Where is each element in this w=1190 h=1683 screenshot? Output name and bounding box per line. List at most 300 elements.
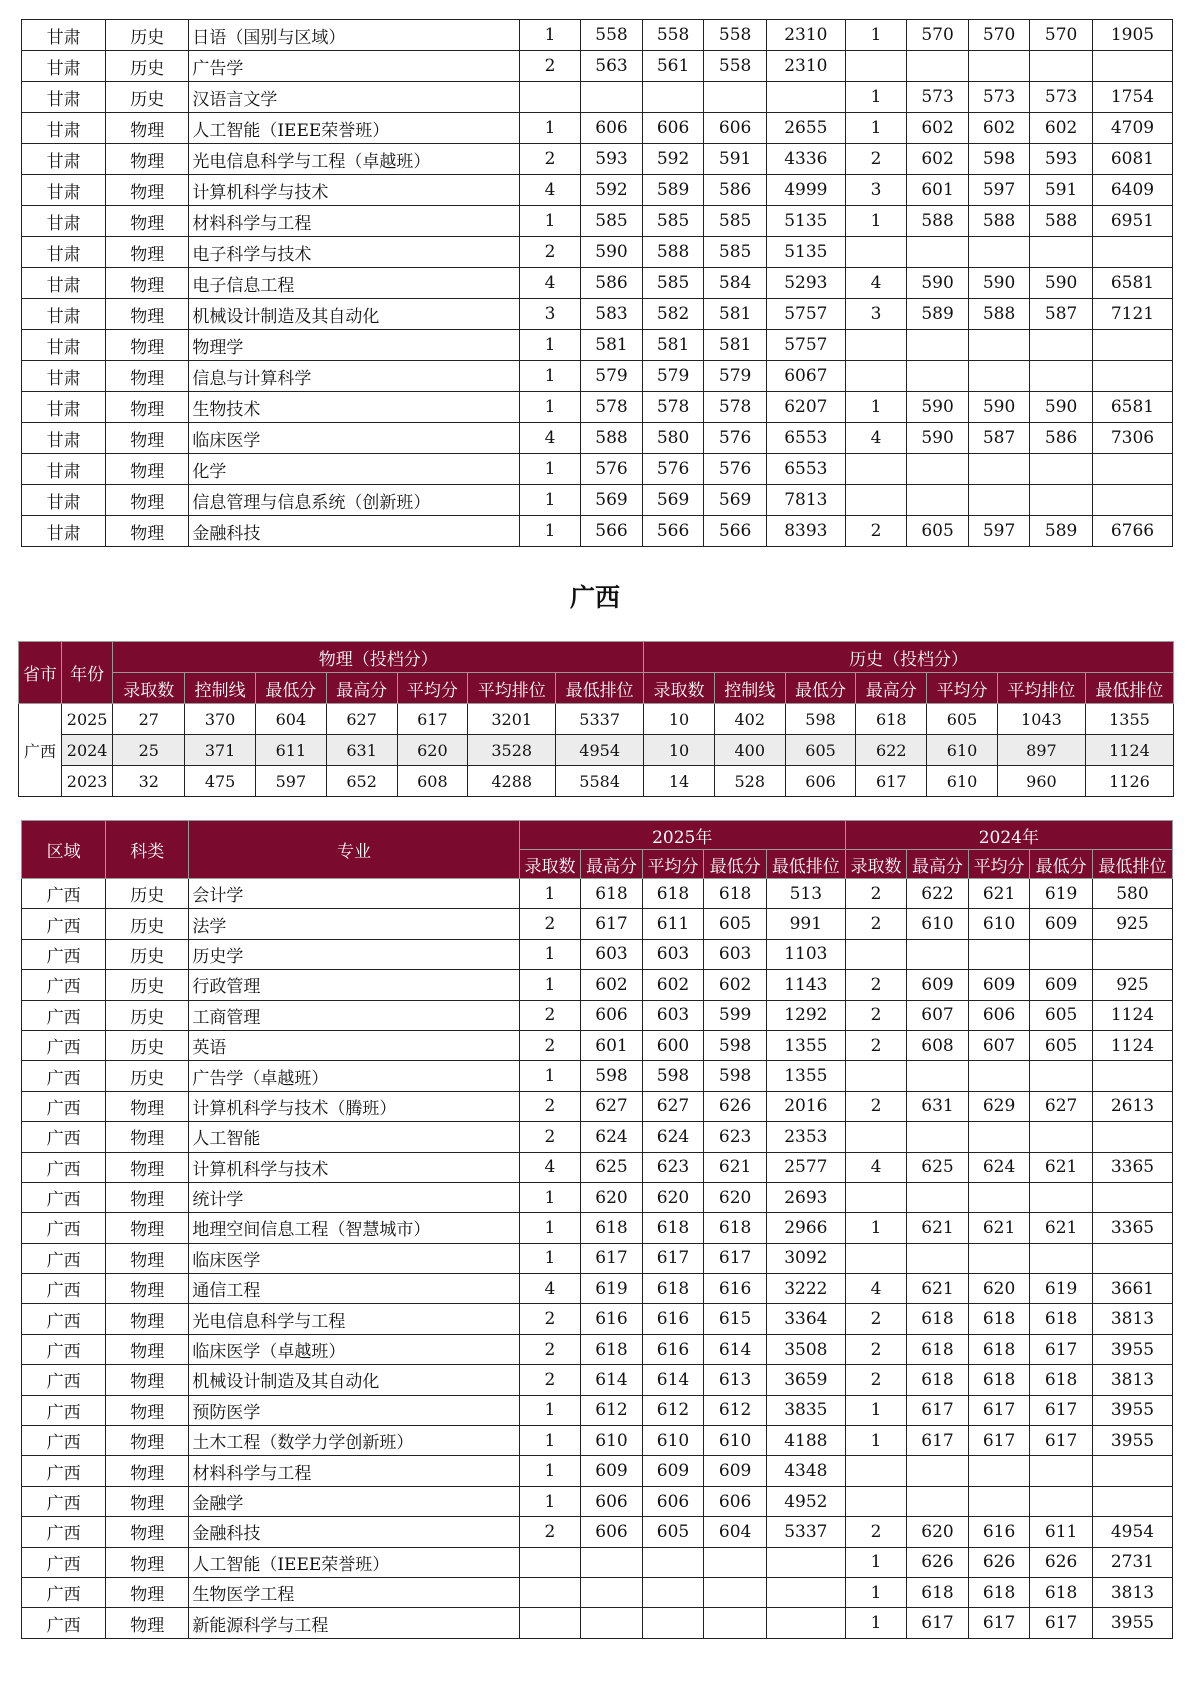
table-row [22, 1091, 1173, 1121]
table-cell: 605 [1030, 1000, 1093, 1030]
table-cell: 585 [642, 268, 704, 299]
table-cell [1092, 1122, 1172, 1152]
table-cell: 618 [642, 1274, 704, 1304]
table-cell [968, 361, 1030, 392]
table-cell: 1 [519, 330, 581, 361]
table-cell: 14 [644, 766, 715, 797]
table-cell [845, 1486, 907, 1516]
table-cell: 新能源科学与工程 [189, 1608, 519, 1638]
table-cell: 579 [581, 361, 643, 392]
table-cell [704, 82, 767, 113]
table-cell [845, 939, 907, 969]
table-cell: 618 [968, 1577, 1030, 1607]
table-cell: 广西 [22, 1334, 106, 1364]
column-header: 最高分 [856, 673, 927, 704]
table-cell: 619 [1030, 879, 1093, 909]
table-cell: 临床医学 [189, 423, 519, 454]
column-header: 最低排位 [556, 673, 644, 704]
table-cell: 2 [845, 1517, 907, 1547]
table-cell: 610 [581, 1426, 643, 1456]
table-cell: 6766 [1092, 516, 1172, 547]
table-cell: 1126 [1085, 766, 1173, 797]
table-cell: 612 [642, 1395, 704, 1425]
column-header: 最低分 [255, 673, 326, 704]
table-cell [845, 485, 907, 516]
table-row [22, 1274, 1173, 1304]
table-cell: 581 [642, 330, 704, 361]
table-cell: 甘肃 [22, 144, 106, 175]
table-cell: 626 [907, 1547, 969, 1577]
table-cell: 627 [1030, 1091, 1093, 1121]
table-cell: 地理空间信息工程（智慧城市） [189, 1213, 519, 1243]
table-cell: 587 [1030, 299, 1093, 330]
table-cell: 606 [581, 1486, 643, 1516]
table-cell: 7306 [1092, 423, 1172, 454]
table-row [22, 1334, 1173, 1364]
table-cell: 611 [1030, 1517, 1093, 1547]
header-category: 科类 [106, 821, 189, 879]
table-cell: 物理 [106, 175, 189, 206]
table-cell: 609 [1030, 909, 1093, 939]
header-year-2024: 2024年 [845, 821, 1172, 850]
table-cell: 566 [581, 516, 643, 547]
table-cell: 599 [704, 1000, 767, 1030]
table-cell: 1754 [1092, 82, 1172, 113]
table-cell: 2353 [766, 1122, 845, 1152]
table-row [22, 1608, 1173, 1638]
table-cell: 物理 [106, 1152, 189, 1182]
table-cell: 历史 [106, 1030, 189, 1060]
table-row [22, 1365, 1173, 1395]
table-cell: 广西 [22, 1577, 106, 1607]
table-cell: 625 [907, 1152, 969, 1182]
table-cell: 物理 [106, 237, 189, 268]
table-row [22, 361, 1173, 392]
table-cell: 610 [927, 735, 998, 766]
table-cell: 606 [968, 1000, 1030, 1030]
table-row [22, 970, 1173, 1000]
column-header: 平均分 [968, 850, 1030, 879]
table-cell: 1 [519, 516, 581, 547]
table-cell: 2731 [1092, 1547, 1172, 1577]
table-cell: 617 [856, 766, 927, 797]
table-cell: 603 [642, 1000, 704, 1030]
table-cell: 586 [581, 268, 643, 299]
table-cell: 610 [642, 1426, 704, 1456]
table-cell [845, 1122, 907, 1152]
table-cell: 历史 [106, 1061, 189, 1091]
table-cell: 617 [968, 1426, 1030, 1456]
table-cell: 609 [907, 970, 969, 1000]
table-row [22, 113, 1173, 144]
table-cell: 2 [845, 516, 907, 547]
table-cell: 历史学 [189, 939, 519, 969]
table-cell: 广西 [22, 1608, 106, 1638]
table-cell: 2 [519, 1304, 581, 1334]
table-cell [907, 51, 969, 82]
table-cell: 611 [255, 735, 326, 766]
table-row [22, 1517, 1173, 1547]
table-cell [1030, 330, 1093, 361]
table-cell: 602 [968, 113, 1030, 144]
table-cell: 617 [907, 1426, 969, 1456]
table-row [22, 909, 1173, 939]
table-cell [766, 82, 845, 113]
table-cell: 620 [968, 1274, 1030, 1304]
table-cell [845, 361, 907, 392]
table-cell [1030, 361, 1093, 392]
table-cell: 法学 [189, 909, 519, 939]
table-cell: 610 [927, 766, 998, 797]
table-row [22, 879, 1173, 909]
table-cell: 606 [785, 766, 856, 797]
column-header: 录取数 [519, 850, 581, 879]
table-cell: 528 [714, 766, 785, 797]
table-cell: 609 [968, 970, 1030, 1000]
table-cell [907, 361, 969, 392]
table-cell: 3201 [468, 704, 556, 735]
table-cell: 631 [326, 735, 397, 766]
table-cell: 广西 [22, 1091, 106, 1121]
table-cell: 2016 [766, 1091, 845, 1121]
table-cell: 1 [519, 939, 581, 969]
table-cell: 2 [845, 1304, 907, 1334]
table-cell: 1 [845, 82, 907, 113]
table-cell: 2 [519, 1000, 581, 1030]
table-cell: 4348 [766, 1456, 845, 1486]
table-cell: 会计学 [189, 879, 519, 909]
table-cell: 1 [519, 1395, 581, 1425]
table-cell: 576 [581, 454, 643, 485]
table-cell [845, 1061, 907, 1091]
table-cell: 物理 [106, 330, 189, 361]
table-cell: 598 [968, 144, 1030, 175]
table-row [22, 1182, 1173, 1212]
table-cell: 618 [581, 1334, 643, 1364]
table-cell: 机械设计制造及其自动化 [189, 1365, 519, 1395]
table-cell: 物理 [106, 1304, 189, 1334]
table-cell: 2 [845, 909, 907, 939]
table-cell: 585 [704, 206, 767, 237]
table-cell: 3955 [1092, 1608, 1172, 1638]
table-cell: 1 [519, 1061, 581, 1091]
table-cell: 629 [968, 1091, 1030, 1121]
table-cell: 602 [581, 970, 643, 1000]
table-cell: 3661 [1092, 1274, 1172, 1304]
table-cell: 617 [907, 1395, 969, 1425]
table-cell: 563 [581, 51, 643, 82]
table-cell: 578 [704, 392, 767, 423]
table-cell: 3813 [1092, 1304, 1172, 1334]
table-cell: 622 [907, 879, 969, 909]
header-year: 年份 [61, 642, 112, 704]
table-cell: 4 [519, 423, 581, 454]
table-cell: 物理 [106, 1365, 189, 1395]
table-cell [907, 1243, 969, 1273]
table-cell: 1 [519, 1486, 581, 1516]
table-cell: 618 [968, 1304, 1030, 1334]
table-cell: 光电信息科学与工程 [189, 1304, 519, 1334]
table-cell: 590 [1030, 268, 1093, 299]
table-cell: 物理 [106, 1608, 189, 1638]
table-row [22, 485, 1173, 516]
table-cell: 6581 [1092, 392, 1172, 423]
table-cell: 2 [519, 1030, 581, 1060]
table-cell: 606 [581, 113, 643, 144]
table-cell: 609 [704, 1456, 767, 1486]
table-cell: 583 [581, 299, 643, 330]
table-cell: 5135 [766, 237, 845, 268]
table-cell: 2693 [766, 1182, 845, 1212]
table-cell: 618 [581, 1213, 643, 1243]
table-cell: 4188 [766, 1426, 845, 1456]
table-cell: 621 [907, 1213, 969, 1243]
table-cell: 金融科技 [189, 1517, 519, 1547]
table-cell: 598 [642, 1061, 704, 1091]
table-cell: 589 [907, 299, 969, 330]
table-cell: 597 [255, 766, 326, 797]
table-cell: 物理 [106, 206, 189, 237]
table-cell: 605 [907, 516, 969, 547]
table-cell [642, 1547, 704, 1577]
table-cell: 物理 [106, 361, 189, 392]
table-cell: 570 [907, 20, 969, 51]
table-cell: 897 [997, 735, 1085, 766]
table-cell: 甘肃 [22, 82, 106, 113]
table-cell: 物理 [106, 1395, 189, 1425]
table-cell: 588 [642, 237, 704, 268]
column-header: 最低分 [1030, 850, 1093, 879]
table-cell: 3508 [766, 1334, 845, 1364]
table-cell [907, 1061, 969, 1091]
table-cell: 广西 [22, 1395, 106, 1425]
table-row [22, 1213, 1173, 1243]
table-cell: 609 [1030, 970, 1093, 1000]
table-cell: 历史 [106, 879, 189, 909]
table-cell: 工商管理 [189, 1000, 519, 1030]
table-cell: 1043 [997, 704, 1085, 735]
table-cell: 618 [907, 1577, 969, 1607]
table-cell: 617 [1030, 1395, 1093, 1425]
table-cell: 605 [1030, 1030, 1093, 1060]
table-cell: 4 [845, 1274, 907, 1304]
table-cell: 人工智能 [189, 1122, 519, 1152]
table-cell: 广告学（卓越班） [189, 1061, 519, 1091]
table-cell: 1 [519, 392, 581, 423]
table-cell: 570 [968, 20, 1030, 51]
table-cell: 605 [785, 735, 856, 766]
table-cell [1030, 1061, 1093, 1091]
table-cell: 991 [766, 909, 845, 939]
table-cell: 甘肃 [22, 454, 106, 485]
table-cell: 3 [519, 299, 581, 330]
table-row [22, 1304, 1173, 1334]
table-cell: 621 [1030, 1213, 1093, 1243]
header-history-group: 历史（投档分） [644, 642, 1174, 673]
table-cell: 27 [113, 704, 185, 735]
table-cell [907, 485, 969, 516]
table-cell: 物理 [106, 392, 189, 423]
table-cell: 物理 [106, 268, 189, 299]
table-cell: 2 [845, 1000, 907, 1030]
table-cell: 8393 [766, 516, 845, 547]
table-cell: 信息与计算科学 [189, 361, 519, 392]
table-cell [581, 1608, 643, 1638]
table-cell: 588 [968, 299, 1030, 330]
table-cell [1030, 454, 1093, 485]
table-cell: 625 [581, 1152, 643, 1182]
table-cell [907, 1486, 969, 1516]
table-cell [581, 1547, 643, 1577]
table-cell: 1 [519, 970, 581, 1000]
summary-row [19, 766, 1174, 797]
table-cell: 618 [642, 1213, 704, 1243]
table-cell: 620 [704, 1182, 767, 1212]
table-cell: 1103 [766, 939, 845, 969]
table-cell: 广西 [22, 939, 106, 969]
table-cell [704, 1577, 767, 1607]
table-cell [907, 939, 969, 969]
table-cell [1092, 1243, 1172, 1273]
table-cell: 569 [581, 485, 643, 516]
table-cell: 624 [581, 1122, 643, 1152]
table-cell: 历史 [106, 20, 189, 51]
table-cell: 605 [642, 1517, 704, 1547]
table-cell: 广西 [22, 970, 106, 1000]
table-cell: 602 [1030, 113, 1093, 144]
table-cell [581, 1577, 643, 1607]
table-cell [1030, 1243, 1093, 1273]
table-cell: 1 [845, 1577, 907, 1607]
table-cell: 物理 [106, 1182, 189, 1212]
table-cell [968, 1182, 1030, 1212]
table-cell [845, 1182, 907, 1212]
table-cell: 624 [968, 1152, 1030, 1182]
table-cell [968, 1486, 1030, 1516]
table-cell: 589 [642, 175, 704, 206]
column-header: 录取数 [845, 850, 907, 879]
table-cell: 7121 [1092, 299, 1172, 330]
table-cell: 信息管理与信息系统（创新班） [189, 485, 519, 516]
table-cell: 1 [845, 392, 907, 423]
table-cell: 609 [642, 1456, 704, 1486]
table-cell: 576 [704, 423, 767, 454]
table-cell: 570 [1030, 20, 1093, 51]
table-cell: 620 [581, 1182, 643, 1212]
table-cell: 1 [845, 20, 907, 51]
table-cell: 558 [581, 20, 643, 51]
table-row [22, 144, 1173, 175]
table-cell: 1 [845, 113, 907, 144]
table-cell [968, 485, 1030, 516]
table-cell: 广告学 [189, 51, 519, 82]
table-cell: 3659 [766, 1365, 845, 1395]
table-cell: 历史 [106, 909, 189, 939]
table-cell: 7813 [766, 485, 845, 516]
table-cell: 614 [642, 1365, 704, 1395]
table-cell: 631 [907, 1091, 969, 1121]
table-row [22, 299, 1173, 330]
table-cell: 589 [1030, 516, 1093, 547]
table-cell: 616 [968, 1517, 1030, 1547]
table-cell [766, 1577, 845, 1607]
table-cell: 609 [581, 1456, 643, 1486]
table-cell [968, 1243, 1030, 1273]
table-cell: 600 [642, 1030, 704, 1060]
table-row [22, 175, 1173, 206]
table-cell: 617 [581, 909, 643, 939]
table-cell: 1 [519, 485, 581, 516]
table-row [22, 1547, 1173, 1577]
table-cell: 广西 [22, 1122, 106, 1152]
table-cell: 604 [255, 704, 326, 735]
table-cell: 608 [397, 766, 468, 797]
table-cell [907, 454, 969, 485]
table-cell: 606 [581, 1517, 643, 1547]
table-cell [845, 51, 907, 82]
gansu-major-scores-table [21, 19, 1173, 547]
table-cell: 物理 [106, 516, 189, 547]
table-cell: 558 [642, 20, 704, 51]
table-cell: 621 [968, 879, 1030, 909]
table-cell: 621 [907, 1274, 969, 1304]
table-cell [968, 939, 1030, 969]
table-cell: 2310 [766, 20, 845, 51]
table-cell: 甘肃 [22, 330, 106, 361]
table-cell [968, 1122, 1030, 1152]
table-cell: 4952 [766, 1486, 845, 1516]
table-cell: 广西 [22, 1547, 106, 1577]
table-cell: 日语（国别与区域） [189, 20, 519, 51]
table-cell: 临床医学 [189, 1243, 519, 1273]
table-cell: 广西 [22, 1000, 106, 1030]
column-header: 最高分 [326, 673, 397, 704]
column-header: 最高分 [907, 850, 969, 879]
table-cell: 计算机科学与技术（腾班） [189, 1091, 519, 1121]
table-cell: 585 [581, 206, 643, 237]
table-cell: 1292 [766, 1000, 845, 1030]
table-cell [1092, 454, 1172, 485]
table-cell: 甘肃 [22, 113, 106, 144]
table-cell: 广西 [22, 1152, 106, 1182]
table-cell: 566 [642, 516, 704, 547]
table-cell: 569 [642, 485, 704, 516]
table-row [22, 20, 1173, 51]
table-cell: 2 [519, 144, 581, 175]
table-cell: 624 [642, 1122, 704, 1152]
header-region: 区域 [22, 821, 106, 879]
table-cell: 4 [845, 1152, 907, 1182]
gansu-table-body [22, 20, 1173, 547]
table-cell: 569 [704, 485, 767, 516]
table-cell: 4 [519, 1274, 581, 1304]
table-cell: 618 [1030, 1365, 1093, 1395]
table-cell: 618 [968, 1365, 1030, 1395]
table-row [22, 939, 1173, 969]
table-cell: 6951 [1092, 206, 1172, 237]
column-header: 平均分 [927, 673, 998, 704]
table-cell [968, 454, 1030, 485]
detail-table-body [22, 879, 1173, 1639]
table-cell: 578 [581, 392, 643, 423]
table-cell: 物理 [106, 1213, 189, 1243]
table-cell: 5757 [766, 330, 845, 361]
table-cell: 3528 [468, 735, 556, 766]
table-cell [907, 1456, 969, 1486]
table-row [22, 268, 1173, 299]
table-cell: 598 [704, 1030, 767, 1060]
table-cell: 602 [907, 144, 969, 175]
